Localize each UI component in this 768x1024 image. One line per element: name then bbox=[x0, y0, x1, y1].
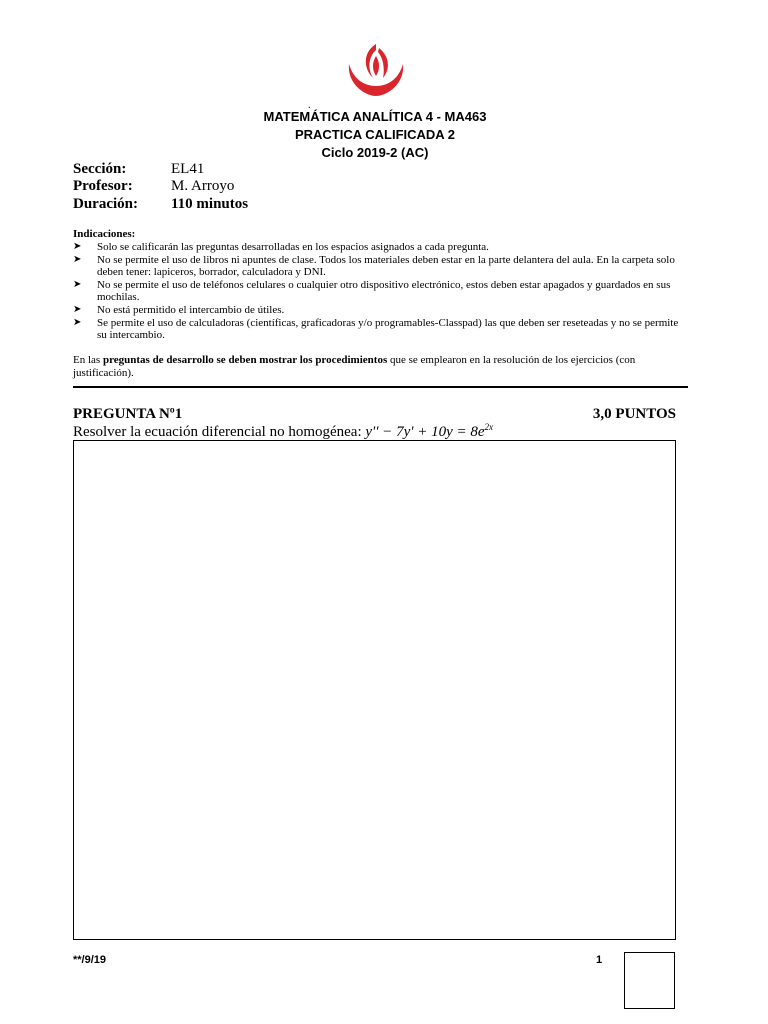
duration-value: 110 minutos bbox=[171, 196, 249, 212]
score-box[interactable] bbox=[624, 952, 675, 1009]
professor-value: M. Arroyo bbox=[171, 178, 235, 194]
arrow-bullet-icon: ➤ bbox=[73, 278, 82, 290]
university-logo bbox=[345, 42, 407, 98]
arrow-bullet-icon: ➤ bbox=[73, 241, 82, 252]
arrow-bullet-icon: ➤ bbox=[73, 303, 82, 315]
question-statement: Resolver la ecuación diferencial no homogénea: $y'' - 7y' + 10y = 8e^{2x}$ bbox=[73, 422, 494, 440]
section-label: Sección: bbox=[73, 161, 127, 177]
instruction-item: ➤ Se permite el uso de calculadoras (científicas, graficadoras y/o programables-Classpad) las que deben ser reseteadas y no se permite su intercambio. bbox=[73, 316, 679, 342]
instructions-title: Indicaciones: bbox=[73, 228, 136, 240]
question-points: 3,0 PUNTOS bbox=[592, 406, 676, 422]
equation-exponent: 2x bbox=[484, 422, 494, 432]
section-value: EL41 bbox=[171, 161, 205, 177]
section-divider bbox=[73, 386, 688, 388]
instruction-item: ➤ No se permite el uso de teléfonos celulares o cualquier otro dispositivo electrónico, estos deben estar apagados y guardados en sus mochilas. bbox=[73, 278, 671, 304]
question-equation: y'' − 7y' + 10y = 8e bbox=[365, 424, 485, 440]
exam-title: PRACTICA CALIFICADA 2 bbox=[294, 127, 456, 142]
answer-box[interactable] bbox=[73, 440, 676, 940]
arrow-bullet-icon: ➤ bbox=[73, 316, 82, 328]
duration-label: Duración: bbox=[73, 196, 138, 212]
cycle-title: Ciclo 2019-2 (AC) bbox=[321, 145, 429, 160]
arrow-bullet-icon: ➤ bbox=[73, 253, 82, 265]
instruction-item: ➤ No está permitido el intercambio de útiles. bbox=[73, 303, 285, 316]
instructions-list bbox=[73, 241, 679, 342]
professor-label: Profesor: bbox=[73, 178, 133, 194]
page-number: 1 bbox=[596, 954, 603, 966]
footer-date: **/9/19 bbox=[73, 954, 107, 966]
course-title: MATEMÁTICA ANALÍTICA 4 - MA463 bbox=[263, 109, 487, 124]
procedure-note: En las preguntas de desarrollo se deben mostrar los procedimientos que se emplearon en la resolución de los ejercicios (con justificación). bbox=[73, 354, 636, 379]
question-title: PREGUNTA Nº1 bbox=[73, 406, 183, 422]
instruction-item: ➤ Solo se calificarán las preguntas desarrolladas en los espacios asignados a cada pregunta. bbox=[73, 241, 489, 253]
header-dot: . bbox=[308, 100, 311, 111]
instruction-item: ➤ No se permite el uso de libros ni apuntes de clase. Todos los materiales deben estar en la parte delantera del aula. En la carpeta solo deben tener: lapiceros, borrador, calculadora y DNI. bbox=[73, 253, 675, 279]
